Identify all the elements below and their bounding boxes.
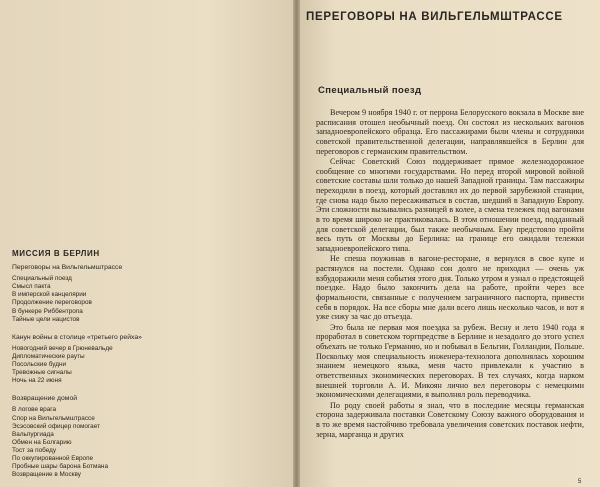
paragraph: Не спеша поужинав в вагоне-ресторане, я вернулся в свое купе и растянулся на постели. Однако сон долго не приходил — очень уж взбудоражили меня события этого дня. Только утром я узнал о предстоящей поездке. Надо было закончить дела на работе, пройти через все формальности, связанные с получением заграничного паспорта, привести себя в порядок. На все сборы мне дали всего лишь несколько часов, и вот я уже сижу за час до отъезда. [316,254,584,322]
toc-item: Обмен на Болгарию [12,438,72,446]
toc-item: Вальпургиада [12,430,54,438]
page-number: 5 [578,479,582,485]
paragraph: По роду своей работы я знал, что в последние месяцы германская сторона задерживала поставки Советскому Союзу важного оборудования и в то же время настойчиво требовала увеличения советских поставок нефти, зерна, марганца и других [316,400,584,439]
toc-item: Тревожные сигналы [12,369,72,377]
toc-section-heading: Канун войны в столице «третьего рейха» [12,333,142,341]
toc-item: Дипломатические рауты [12,352,85,360]
toc-section [12,264,282,324]
toc-item: Посольские будни [12,361,67,369]
book-gutter [293,0,300,487]
toc-item: По оккупированной Европе [12,454,94,462]
toc-book-title: МИССИЯ В БЕРЛИН [12,249,100,258]
toc-item: Ночь на 22 июня [12,377,62,385]
toc-section-heading: Переговоры на Вильгельмштрассе [12,264,123,272]
toc-section-heading: Возвращение домой [12,395,78,403]
toc-item: Смысл пакта [12,283,51,291]
toc-item: Возвращение в Москву [12,471,81,479]
toc-item: Эсэсовский офицер помогает [12,422,101,430]
paragraph: Сейчас Советский Союз поддерживает прямое железнодорожное сообщение со многими государствами. Но перед второй мировой войной советские составы шли только до нашей Западной границы. Там пассажиры переходили в поезд, который доставлял их до первой зарубежной станции, где снова надо было пересаживаться в состав, шедший в Западную Европу. Эти сложности вызывались разницей в колее, а смена тележек под вагонами в то время широко не практиковалась. В этом отношении поезд, подданный для советской делегации, был также необычным. Ему предстояло пройти весь путь от Москвы до Берлина: на границе его ожидали тележки западноевропейского типа. [316,157,584,253]
chapter-title: ПЕРЕГОВОРЫ НА ВИЛЬГЕЛЬМШТРАССЕ [306,11,563,23]
toc-section [12,395,282,479]
toc-item: Пробные шары барона Ботмана [12,463,109,471]
toc-item: Тайные цели нацистов [12,315,80,323]
toc-item: Специальный поезд [12,275,72,283]
section-title: Специальный поезд [318,85,422,96]
paragraph: Вечером 9 ноября 1940 г. от перрона Белорусского вокзала в Москве вне расписания отошел необычный поезд. Он состоял из нескольких вагонов западноевропейского образца. Его пассажирами были члены и сотрудники советской правительственной делегации, направлявшейся в Берлин для переговоров с германским правительством. [316,108,584,156]
table-of-contents [12,250,282,479]
toc-item: Спор на Вильгельмштрассе [12,414,95,422]
body-text [316,108,584,439]
toc-item: Продолжение переговоров [12,299,92,307]
paragraph: Это была не первая моя поездка за рубеж. Весну и лето 1940 года я проработал в советском торгпредстве в Берлине и незадолго до этого успел объехать не только Германию, но и побывал в Бельгии, Голландии, Польше. Поскольку моя специальность инженера-технолога дополнялась хорошим знанием немецкого языка, меня часто привлекали к участию в ответственных экономических переговорах. В тех случаях, когда нарком внешней торговли А. И. Микоян лично вел переговоры с немецкими экономическими делегациями, я выполнял роль переводчика. [316,322,584,400]
toc-item: В логове врага [12,406,57,414]
toc-item: В бункере Риббентропа [12,307,83,315]
toc-item: В имперской канцелярии [12,291,87,299]
toc-item: Новогодний вечер в Грюневальде [12,344,113,352]
toc-item: Тост за победу [12,446,57,454]
left-page [0,0,293,487]
toc-section [12,334,282,386]
